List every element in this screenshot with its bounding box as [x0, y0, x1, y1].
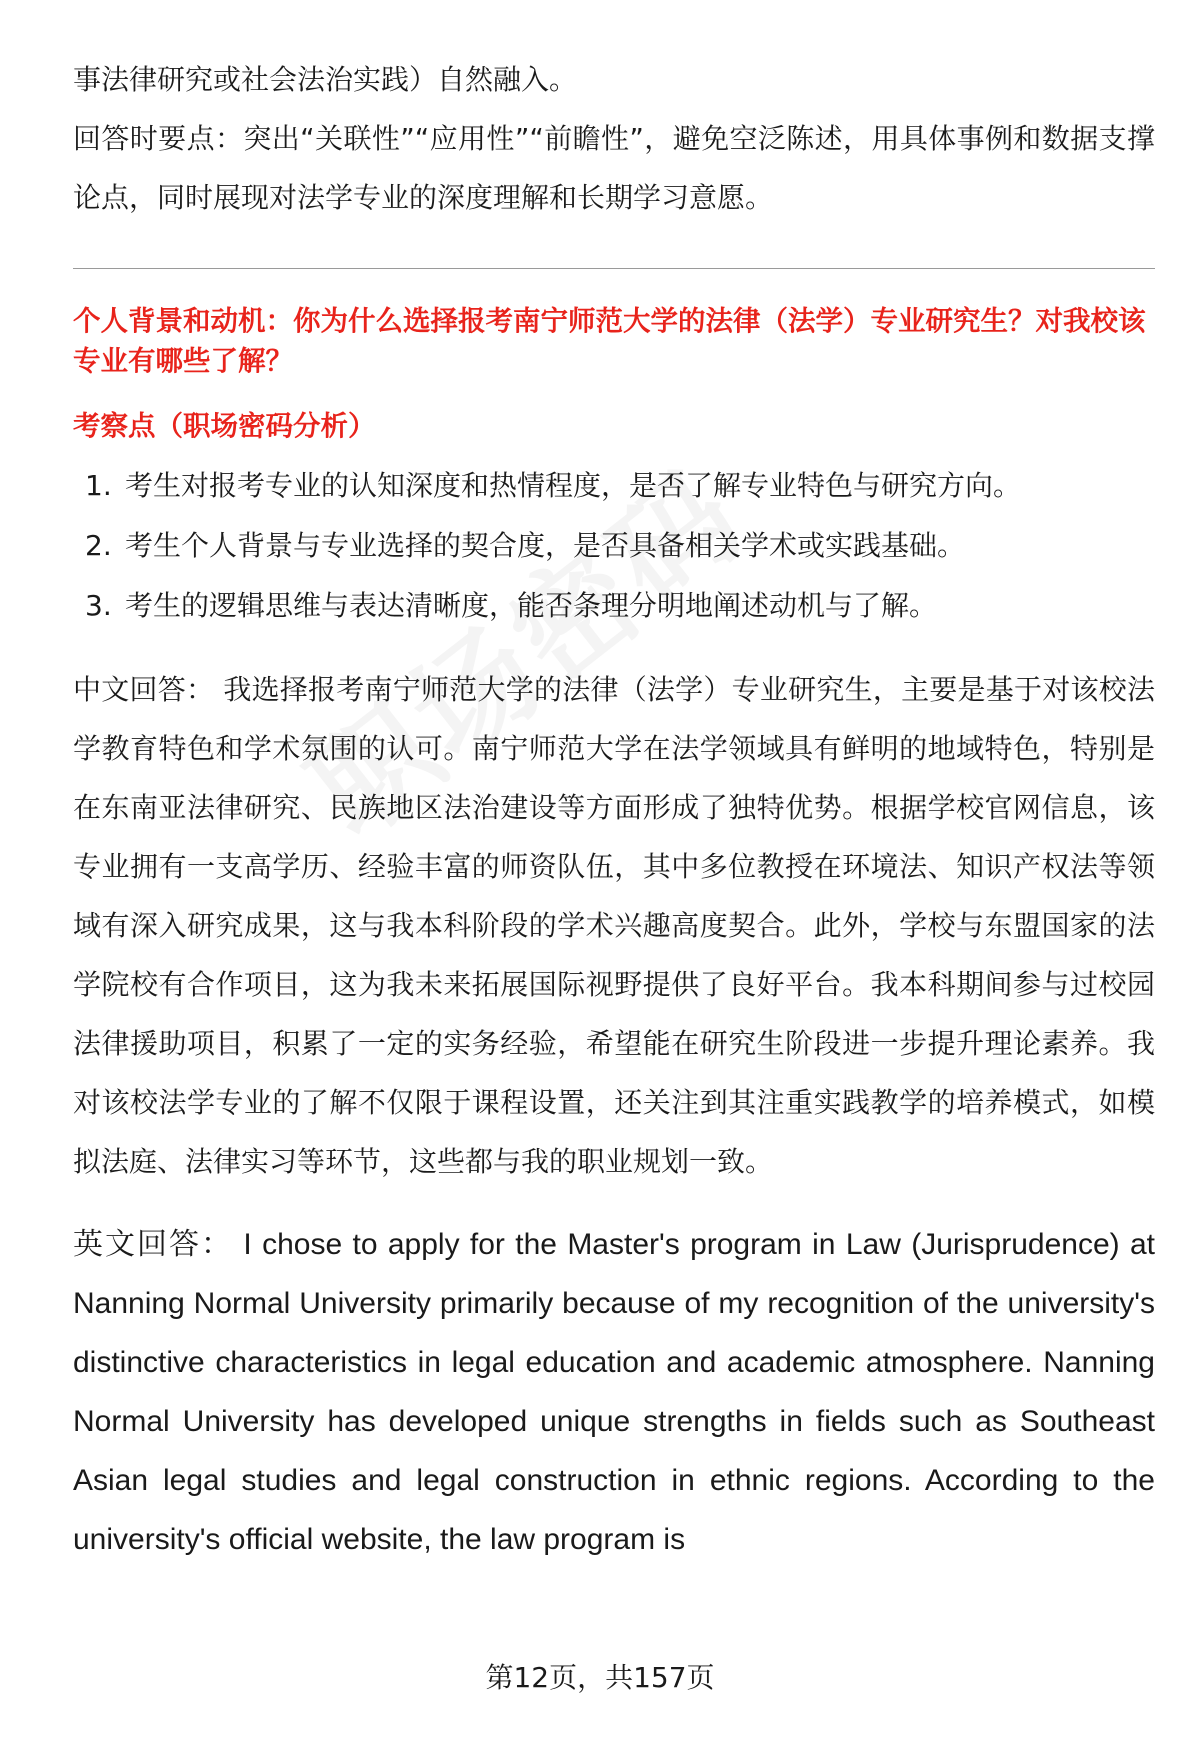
list-item-number: 3. [85, 589, 112, 622]
list-item-text: 考生对报考专业的认知深度和热情程度，是否了解专业特色与研究方向。 [125, 469, 1022, 502]
list-item-text: 考生的逻辑思维与表达清晰度，能否条理分明地阐述动机与了解。 [125, 589, 938, 622]
list-item [73, 516, 1155, 576]
intro-continuation: 事法律研究或社会法治实践）自然融入。 [73, 63, 578, 96]
assessment-list [73, 456, 1155, 636]
answer-english: 英文回答： I chose to apply for the Master's program in Law (Jurisprudence) at Nanning Normal University primarily because of my recognition of the university's distinctive characteristics in legal education and academic atmosphere. Nanning Normal University has developed unique strengths in fields such as Southeast Asian legal studies and legal construction in ethnic regions. According to the university's official website, the law program is [73, 1228, 1155, 1556]
list-item [73, 456, 1155, 516]
page-number: 第12页，共157页 [485, 1661, 715, 1694]
document-page [73, 50, 1155, 1569]
assessment-heading: 考察点（职场密码分析） [73, 410, 376, 442]
answer-chinese: 中文回答： 我选择报考南宁师范大学的法律（法学）专业研究生，主要是基于对该校法学教育特色和学术氛围的认可。南宁师范大学在法学领域具有鲜明的地域特色，特别是在东南亚法律研究、民族地区法治建设等方面形成了独特优势。根据学校官网信息，该专业拥有一支高学历、经验丰富的师资队伍，其中多位教授在环境法、知识产权法等领域有深入研究成果，这与我本科阶段的学术兴趣高度契合。此外，学校与东盟国家的法学院校有合作项目，这为我未来拓展国际视野提供了良好平台。我本科期间参与过校园法律援助项目，积累了一定的实务经验，希望能在研究生阶段进一步提升理论素养。我对该校法学专业的了解不仅限于课程设置，还关注到其注重实践教学的培养模式，如模拟法庭、法律实习等环节，这些都与我的职业规划一致。 [73, 673, 1155, 1178]
list-item-number: 2. [85, 529, 112, 562]
list-item-number: 1. [85, 469, 112, 502]
intro-tips: 回答时要点：突出“关联性”“应用性”“前瞻性”，避免空泛陈述，用具体事例和数据支撑论点，同时展现对法学专业的深度理解和长期学习意愿。 [73, 122, 1155, 214]
list-item [73, 576, 1155, 636]
question-title: 个人背景和动机：你为什么选择报考南宁师范大学的法律（法学）专业研究生？对我校该专业有哪些了解？ [73, 305, 1146, 377]
section-divider [73, 268, 1155, 269]
list-item-text: 考生个人背景与专业选择的契合度，是否具备相关学术或实践基础。 [125, 529, 966, 562]
